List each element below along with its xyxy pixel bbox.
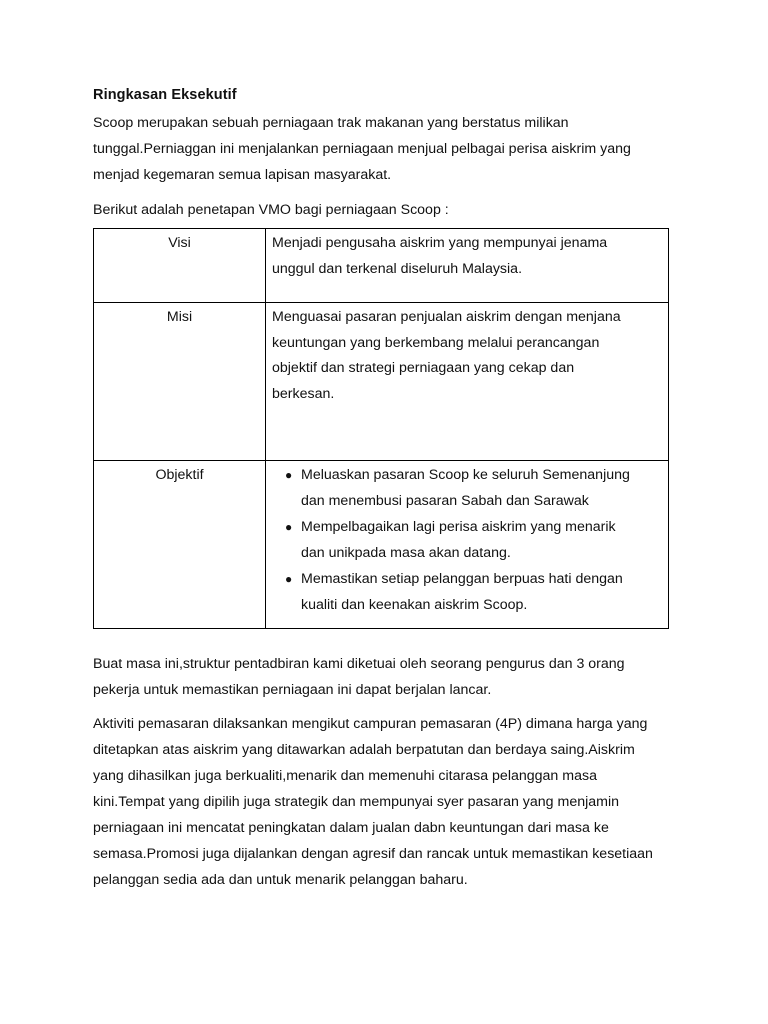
- paragraph-line: perniagaan ini mencatat peningkatan dalam jualan dabn keuntungan dari masa ke: [93, 820, 609, 836]
- paragraph-line: kini.Tempat yang dipilih juga strategik dan mempunyai syer pasaran yang menjamin: [93, 794, 620, 810]
- paragraph-line: yang dihasilkan juga berkualiti,menarik dan memenuhi citarasa pelanggan masa: [93, 768, 597, 784]
- vmo-row-objektif: [94, 461, 669, 629]
- vmo-content-objektif: [266, 461, 669, 629]
- cell-text-line: Mempelbagaikan lagi perisa aiskrim yang menarik: [301, 519, 616, 535]
- vmo-row-misi: [94, 303, 669, 461]
- vmo-label-misi: [94, 303, 266, 461]
- vmo-label-objektif: [94, 461, 266, 629]
- cell-text-line: kualiti dan keenakan aiskrim Scoop.: [301, 596, 528, 613]
- vmo-content-misi: [266, 303, 669, 461]
- paragraph-line: semasa.Promosi juga dijalankan dengan agresif dan rancak untuk memastikan kesetiaan: [93, 846, 653, 862]
- cell-text-line: Menguasai pasaran penjualan aiskrim dengan menjana: [272, 309, 621, 325]
- vmo-intro-paragraph: [93, 197, 713, 223]
- paragraph-line: menjad kegemaran semua lapisan masyarakat.: [93, 167, 392, 183]
- vmo-row-visi: [94, 229, 669, 303]
- cell-label: Objektif: [155, 467, 204, 483]
- cell-text-line: Memastikan setiap pelanggan berpuas hati dengan: [301, 571, 623, 587]
- admin-paragraph: [93, 651, 713, 703]
- objective-list: [272, 463, 662, 618]
- list-item: [272, 463, 662, 514]
- bullet-icon: ●: [285, 520, 293, 534]
- cell-text-line: objektif dan strategi perniagaan yang cekap dan: [272, 360, 575, 376]
- section-heading: Ringkasan Eksekutif: [93, 87, 237, 103]
- vmo-content-visi: [266, 229, 669, 303]
- vmo-table: [93, 228, 669, 629]
- cell-label: Misi: [166, 309, 193, 325]
- cell-text-line: berkesan.: [272, 385, 335, 402]
- paragraph-line: Buat masa ini,struktur pentadbiran kami diketuai oleh seorang pengurus dan 3 orang: [93, 656, 625, 672]
- paragraph-line: pekerja untuk memastikan perniagaan ini dapat berjalan lancar.: [93, 682, 492, 698]
- paragraph-line: ditetapkan atas aiskrim yang ditawarkan adalah berpatutan dan berdaya saing.Aiskrim: [93, 742, 635, 758]
- bullet-icon: ●: [285, 572, 293, 586]
- paragraph-line: Berikut adalah penetapan VMO bagi perniagaan Scoop :: [93, 202, 449, 218]
- cell-text-line: Menjadi pengusaha aiskrim yang mempunyai jenama: [272, 235, 608, 251]
- paragraph-line: Aktiviti pemasaran dilaksankan mengikut campuran pemasaran (4P) dimana harga yang: [93, 716, 648, 732]
- intro-paragraph: [93, 110, 713, 188]
- paragraph-line: Scoop merupakan sebuah perniagaan trak makanan yang berstatus milikan: [93, 115, 569, 131]
- list-item: [272, 515, 662, 566]
- paragraph-line: tunggal.Perniaggan ini menjalankan perniagaan menjual pelbagai perisa aiskrim yang: [93, 141, 631, 157]
- vmo-label-visi: [94, 229, 266, 303]
- list-item: [272, 567, 662, 618]
- cell-label: Visi: [168, 235, 191, 251]
- cell-text-line: Meluaskan pasaran Scoop ke seluruh Semenanjung: [301, 467, 630, 483]
- paragraph-line: pelanggan sedia ada dan untuk menarik pelanggan baharu.: [93, 872, 468, 888]
- bullet-icon: ●: [285, 468, 293, 482]
- cell-text-line: keuntungan yang berkembang melalui perancangan: [272, 334, 600, 351]
- cell-text-line: dan menembusi pasaran Sabah dan Sarawak: [301, 492, 589, 509]
- cell-text-line: unggul dan terkenal diseluruh Malaysia.: [272, 260, 523, 277]
- marketing-paragraph: [93, 711, 713, 893]
- cell-text-line: dan unikpada masa akan datang.: [301, 544, 511, 561]
